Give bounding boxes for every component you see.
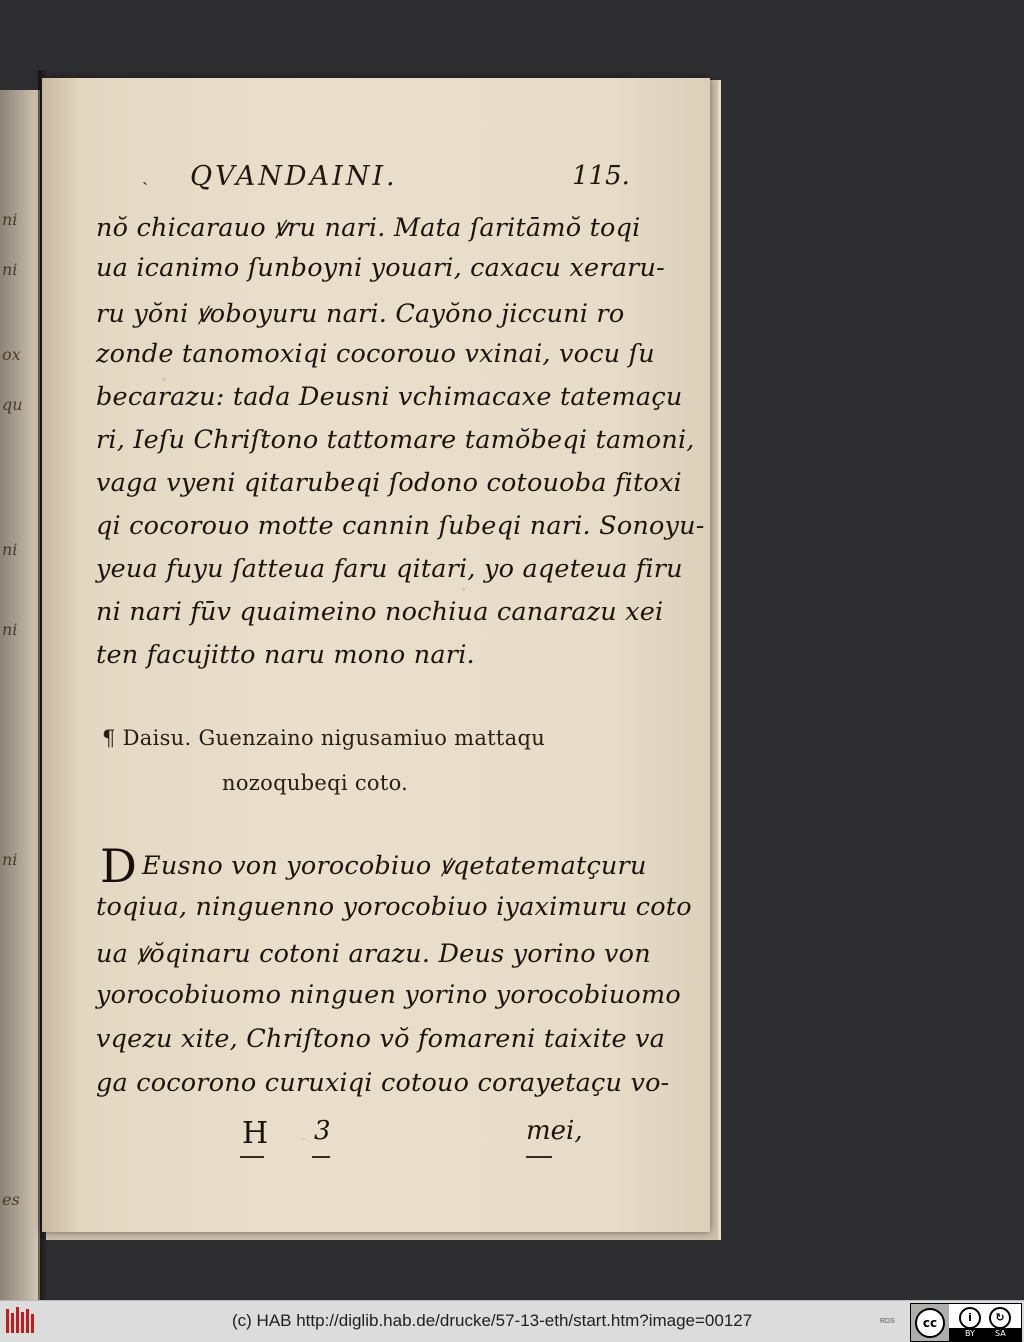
section-heading: ¶ Daisu. Guenzaino nigusamiuo mattaqu [102,726,546,750]
text-line: ni nari fūv quaimeino nochiua canarazu xei [96,597,664,627]
hab-logo-icon[interactable] [4,1307,34,1335]
text-line: ri, Ieſu Chriſtono tattomare tamŏbeqi tamoni, [96,425,695,455]
credit-link[interactable]: (c) HAB http://diglib.hab.de/drucke/57-13-eth/start.htm?image=00127 [232,1311,753,1330]
prev-page-fragment: ni [2,210,18,229]
running-head [102,161,630,201]
rds-tag: RDS [880,1318,895,1325]
prev-page-fragment: ni [2,620,18,639]
page-number: 115. [572,161,630,191]
prev-page-fragment: ni [2,850,18,869]
running-title: QVANDAINI. [190,161,398,192]
cc-badge-labels [949,1328,1021,1341]
book-page [42,78,710,1232]
text-line: zonde tanomoxiqi cocorouo vxinai, vocu ſu [96,339,655,369]
prev-page-fragment: ox [2,345,21,364]
section-heading-continuation: nozoqubeqi coto. [222,771,409,795]
text-line: ten facujitto naru mono nari. [96,640,475,670]
by-label: BY [965,1329,975,1338]
cc-license-badge[interactable] [910,1303,1022,1342]
catchword: mei, [526,1116,583,1146]
text-line: yorocobiuomo ninguen yorino yorocobiuomo [96,980,681,1010]
share-alike-icon: ↻ [989,1307,1011,1329]
signature-mark: H [242,1116,269,1151]
text-line: toqiua, ninguenno yorocobiuo iyaximuru coto [96,892,692,922]
text-line: ga cocorono curuxiqi cotouo corayetaçu vo- [96,1068,670,1098]
text-line: vqezu xite, Chriſtono vŏ fomareni taixite va [96,1024,666,1054]
prev-page-fragment: ni [2,540,18,559]
footer-bar [0,1300,1024,1342]
cc-icon: cc [915,1308,945,1338]
text-line: vaga vyeni qitarubeqi ſodono cotouoba fitoxi [96,468,682,498]
ornament-mark: ˎ [142,165,148,186]
sa-label: SA [995,1329,1006,1338]
attribution-icon: i [959,1307,981,1329]
text-line: Eusno von yorocobiuo ꝟqetatematçuru [142,851,647,881]
text-line: qi cocorouo motte cannin ſubeqi nari. Sonoyu- [96,511,705,541]
text-line: nŏ chicarauo ꝟru nari. Mata ſaritāmŏ toqi [96,213,641,243]
prev-page-fragment: ni [2,260,18,279]
text-line: becarazu: tada Deusni vchimacaxe tatemaçu [96,382,683,412]
text-line: ua icanimo ſunboyni youari, caxacu xeraru- [96,253,665,283]
catchword-rule [526,1156,552,1158]
text-line: ua ꝟŏqinaru cotoni arazu. Deus yorino von [96,939,651,969]
signature-number: 3 [314,1116,331,1146]
prev-page-fragment: es [2,1190,20,1209]
signature-rule [312,1156,330,1158]
text-line: yeua fuyu ſatteua faru qitari, yo aqeteua firu [96,554,683,584]
prev-page-fragment: qu [2,395,23,414]
signature-rule [240,1156,264,1158]
previous-page-edge [0,90,40,1300]
drop-cap: D [100,839,137,893]
text-line: ru yŏni ꝟoboyuru nari. Cayŏno jiccuni ro [96,299,625,329]
